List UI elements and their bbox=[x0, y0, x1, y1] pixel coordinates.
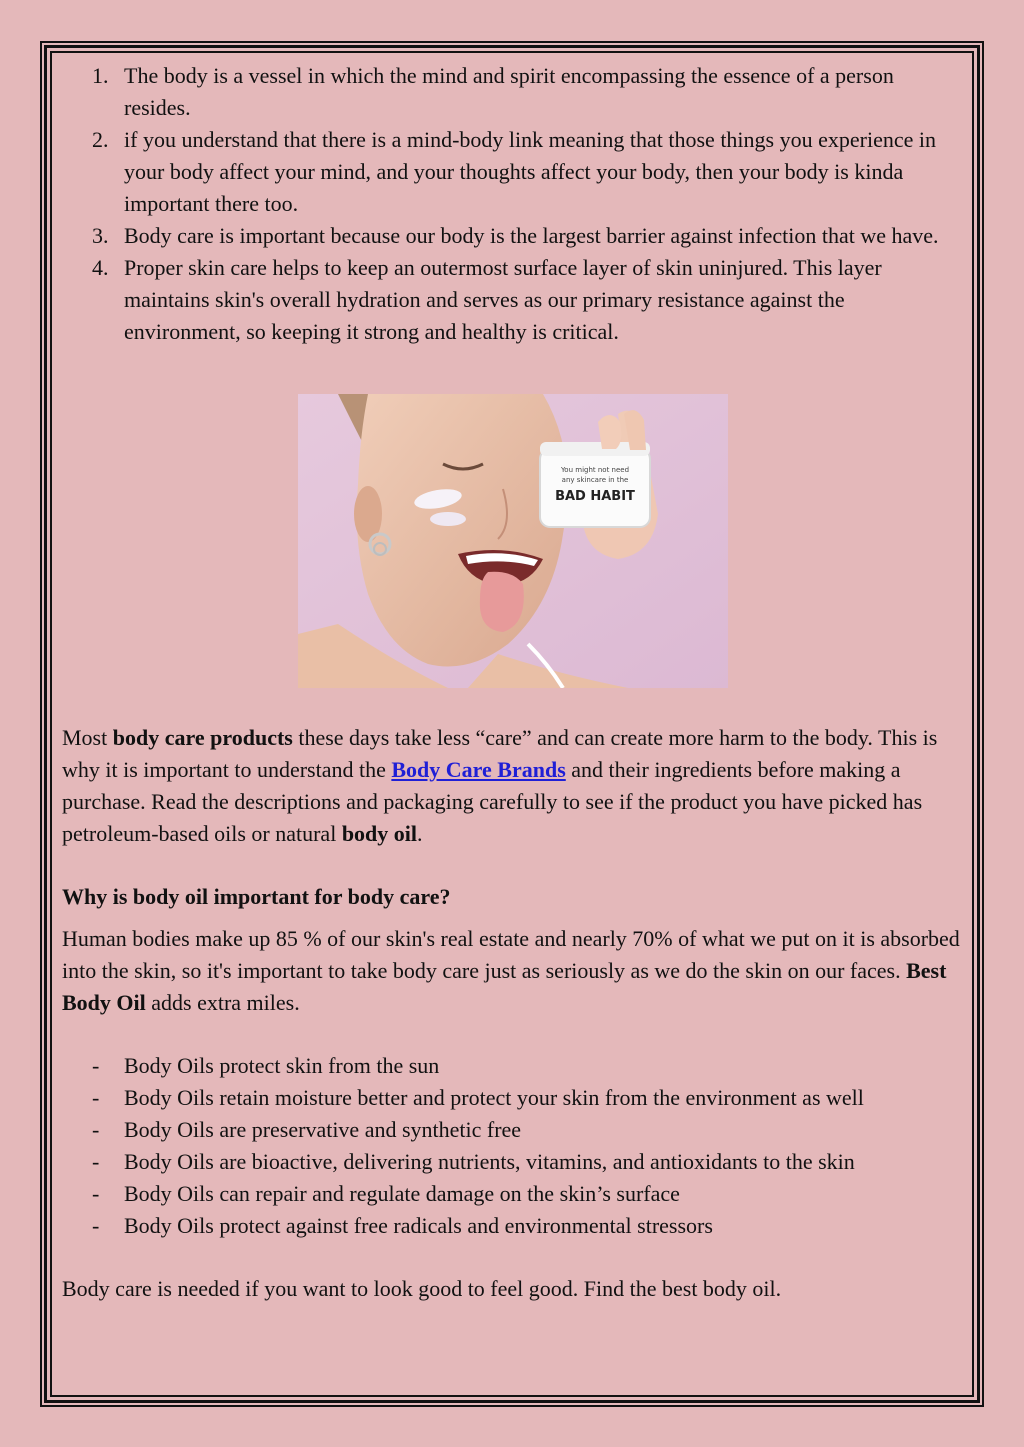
list-number: 4. bbox=[92, 255, 109, 280]
list-item-text: Body Oils are bioactive, delivering nutrients, vitamins, and antioxidants to the skin bbox=[124, 1149, 855, 1174]
list-item-text: Body Oils protect skin from the sun bbox=[124, 1053, 440, 1078]
closing-paragraph: Body care is needed if you want to look good to feel good. Find the best body oil. bbox=[62, 1276, 782, 1301]
list-number: 1. bbox=[92, 63, 109, 88]
list-item-text: Body care is important because our body is the largest barrier against infection that we have. bbox=[124, 223, 939, 248]
list-item-text: The body is a vessel in which the mind and spirit encompassing the essence of a person resides. bbox=[124, 63, 894, 120]
section-heading: Why is body oil important for body care? bbox=[62, 884, 451, 909]
bullet-marker: - bbox=[92, 1149, 100, 1174]
benefits-list bbox=[62, 1050, 962, 1242]
list-number: 3. bbox=[92, 223, 109, 248]
list-item bbox=[62, 1178, 962, 1210]
bold-text: body care products bbox=[112, 725, 293, 750]
document-body bbox=[62, 60, 962, 1305]
list-item-text: if you understand that there is a mind-body link meaning that those things you experience in your body affect your mind, and your thoughts affect your body, then your body is kinda important there too. bbox=[124, 127, 936, 216]
list-item-text: Body Oils are preservative and synthetic free bbox=[124, 1117, 522, 1142]
list-number: 2. bbox=[92, 127, 109, 152]
bullet-marker: - bbox=[92, 1181, 100, 1206]
bullet-marker: - bbox=[92, 1213, 100, 1238]
body-oil-paragraph bbox=[62, 923, 962, 1019]
list-item bbox=[62, 1114, 962, 1146]
numbered-list-item bbox=[62, 220, 962, 252]
jar-brand: BAD HABIT bbox=[555, 489, 635, 504]
text-run: adds extra miles. bbox=[145, 990, 300, 1015]
bullet-marker: - bbox=[92, 1085, 100, 1110]
text-run: Human bodies make up 85 % of our skin's real estate and nearly 70% of what we put on it is absorbed into the skin, so it's important to take body care just as seriously as we do the skin on our faces. bbox=[62, 926, 960, 983]
bullet-marker: - bbox=[92, 1117, 100, 1142]
list-item-text: Body Oils protect against free radicals and environmental stressors bbox=[124, 1213, 713, 1238]
body-care-brands-link[interactable]: Body Care Brands bbox=[391, 757, 566, 782]
list-item-text: Body Oils retain moisture better and protect your skin from the environment as well bbox=[124, 1085, 864, 1110]
numbered-list-item bbox=[62, 124, 962, 220]
product-photo bbox=[298, 394, 728, 688]
jar-label-line: any skincare in the bbox=[561, 476, 629, 484]
text-run: . bbox=[417, 821, 423, 846]
text-run: Most bbox=[62, 725, 113, 750]
list-item-text: Body Oils can repair and regulate damage on the skin’s surface bbox=[124, 1181, 680, 1206]
numbered-list-item bbox=[62, 252, 962, 348]
list-item bbox=[62, 1210, 962, 1242]
text-run: and their ingredients before making a purchase. Read the descriptions and packaging carefully to see if the product you have picked has petroleum-based oils or natural bbox=[62, 757, 923, 846]
bullet-marker: - bbox=[92, 1053, 100, 1078]
list-item bbox=[62, 1050, 962, 1082]
list-item bbox=[62, 1146, 962, 1178]
bold-text: body oil bbox=[341, 821, 418, 846]
numbered-list bbox=[62, 60, 962, 348]
text-run: these days take less “care” and can create more harm to the body. This is why it is important to understand the bbox=[62, 725, 938, 782]
jar-label-line: You might not need bbox=[560, 466, 630, 474]
intro-paragraph bbox=[62, 722, 962, 850]
numbered-list-item bbox=[62, 60, 962, 124]
bold-text: Best Body Oil bbox=[62, 958, 947, 1015]
list-item bbox=[62, 1082, 962, 1114]
list-item-text: Proper skin care helps to keep an outermost surface layer of skin uninjured. This layer maintains skin's overall hydration and serves as our primary resistance against the environment, so keeping it strong and healthy is critical. bbox=[124, 255, 882, 344]
